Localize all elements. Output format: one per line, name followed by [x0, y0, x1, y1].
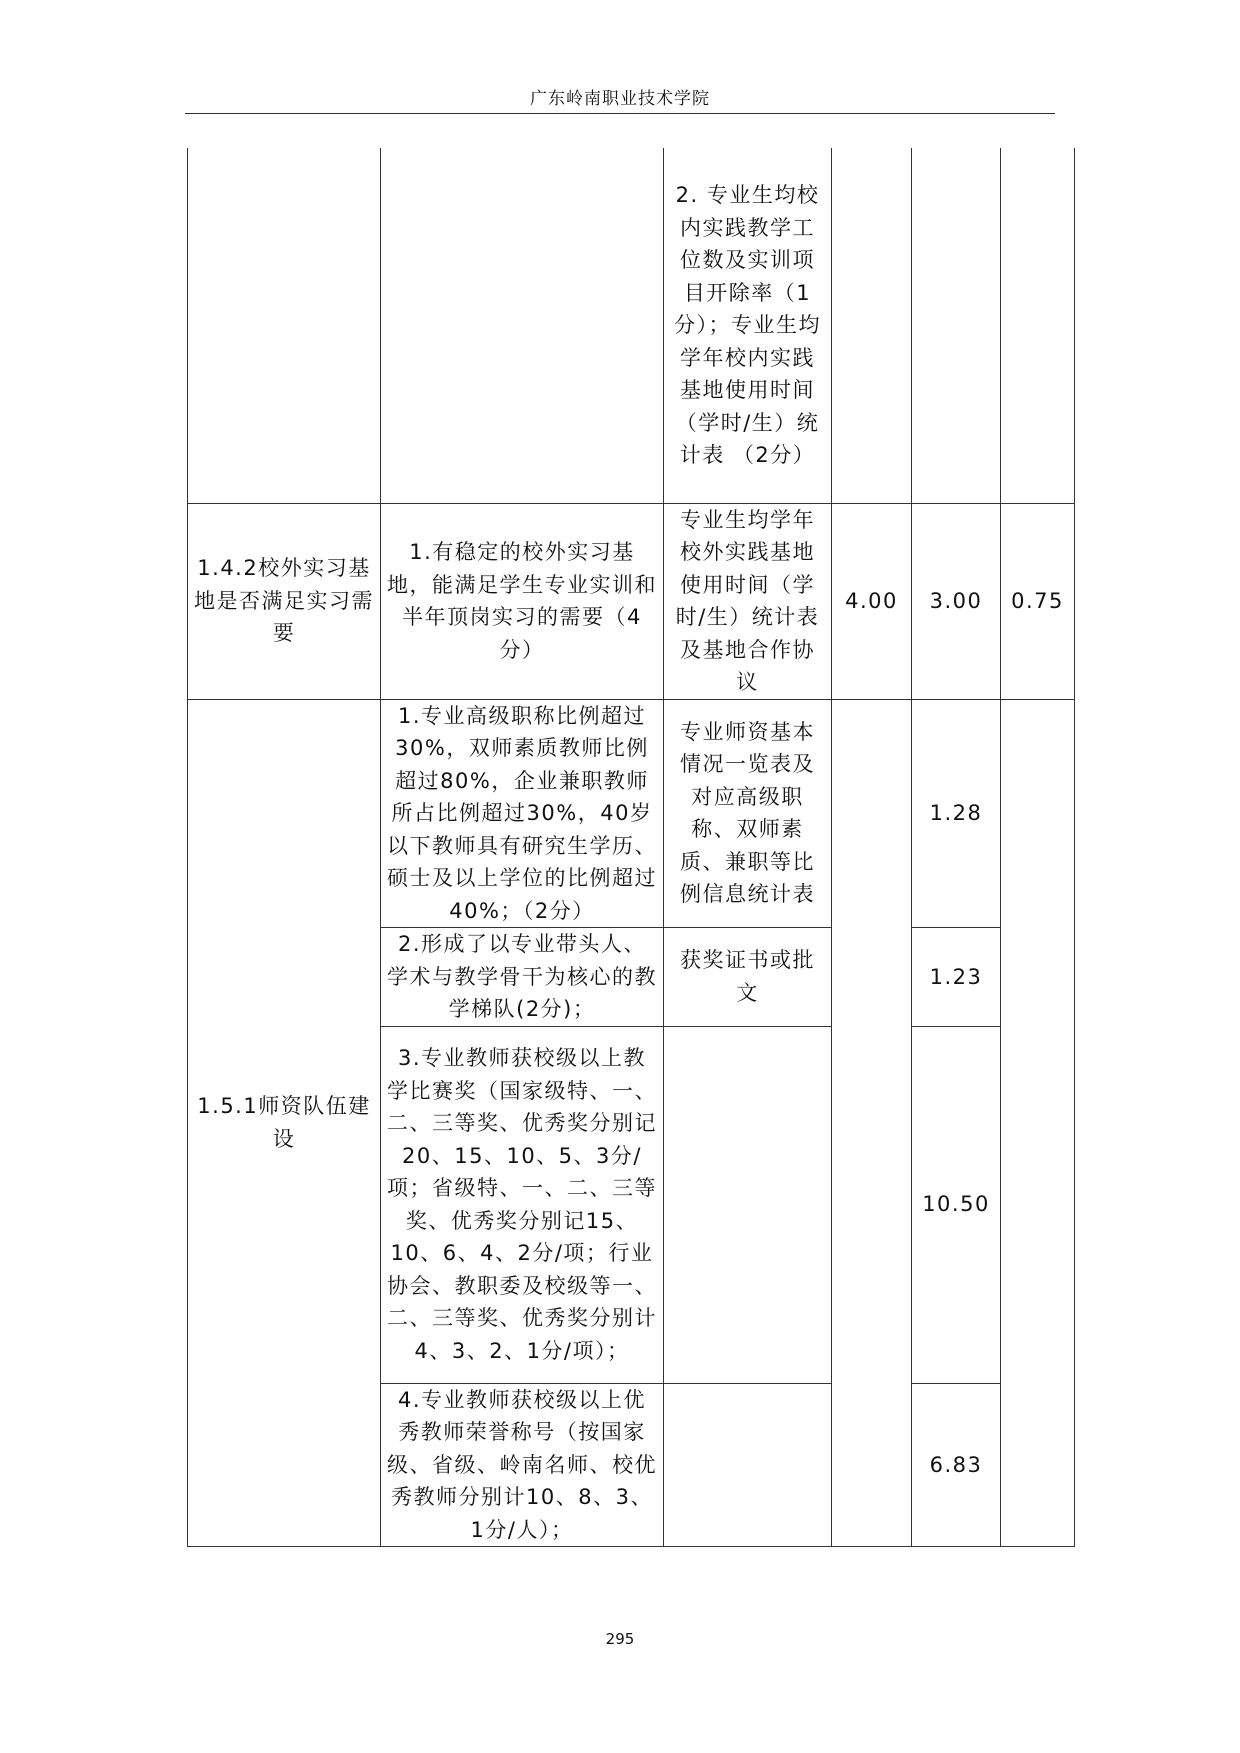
standard-cell: 4.专业教师获校级以上优秀教师荣誉称号（按国家级、省级、岭南名师、校优秀教师分别计10、8、3、1分/人）；: [381, 1383, 664, 1547]
self-score-cell: [912, 148, 1001, 503]
self-score-cell: 10.50: [912, 1026, 1001, 1383]
extra-score-cell: [1001, 148, 1075, 503]
extra-score-cell: [1001, 699, 1075, 1547]
self-score-cell: 3.00: [912, 503, 1001, 699]
full-score-cell: 4.00: [832, 503, 912, 699]
standard-cell: 1.专业高级职称比例超过30%，双师素质教师比例超过80%，企业兼职教师所占比例超过30%，40岁以下教师具有研究生学历、硕士及以上学位的比例超过40%；（2分）: [381, 699, 664, 928]
evidence-cell: 获奖证书或批文: [664, 928, 832, 1027]
criteria-cell: 1.5.1师资队伍建设: [188, 699, 381, 1547]
self-score-cell: 1.28: [912, 699, 1001, 928]
page-number: 295: [605, 1630, 635, 1648]
evidence-cell: 专业师资基本情况一览表及对应高级职称、双师素质、兼职等比例信息统计表: [664, 699, 832, 928]
standard-cell: 3.专业教师获校级以上教学比赛奖（国家级特、一、二、三等奖、优秀奖分别记20、15、10、5、3分/项；省级特、一、二、三等奖、优秀奖分别记15、10、6、4、2分/项；行业协会、教职委及校级等一、二、三等奖、优秀奖分别计4、3、2、1分/项）；: [381, 1026, 664, 1383]
criteria-cell: 1.4.2校外实习基地是否满足实习需要: [188, 503, 381, 699]
standard-cell: 2.形成了以专业带头人、学术与教学骨干为核心的教学梯队(2分)；: [381, 928, 664, 1027]
standard-cell: [381, 148, 664, 503]
evidence-cell: 2. 专业生均校内实践教学工位数及实训项目开除率（1分）；专业生均学年校内实践基地使用时间（学时/生）统计表 （2分）: [664, 148, 832, 503]
self-score-cell: 1.23: [912, 928, 1001, 1027]
criteria-cell: [188, 148, 381, 503]
evaluation-table: [187, 148, 1075, 1547]
extra-score-cell: 0.75: [1001, 503, 1075, 699]
standard-cell: 1.有稳定的校外实习基地，能满足学生专业实训和半年顶岗实习的需要（4分）: [381, 503, 664, 699]
table-row: [188, 699, 1075, 928]
full-score-cell: [832, 148, 912, 503]
evidence-cell: [664, 1383, 832, 1547]
table-row: [188, 503, 1075, 699]
header-divider: [185, 113, 1055, 114]
evidence-cell: 专业生均学年校外实践基地使用时间（学时/生）统计表及基地合作协议: [664, 503, 832, 699]
table-row: [188, 148, 1075, 503]
page-header-title: 广东岭南职业技术学院: [530, 89, 710, 109]
evidence-cell: [664, 1026, 832, 1383]
full-score-cell: [832, 699, 912, 1547]
self-score-cell: 6.83: [912, 1383, 1001, 1547]
